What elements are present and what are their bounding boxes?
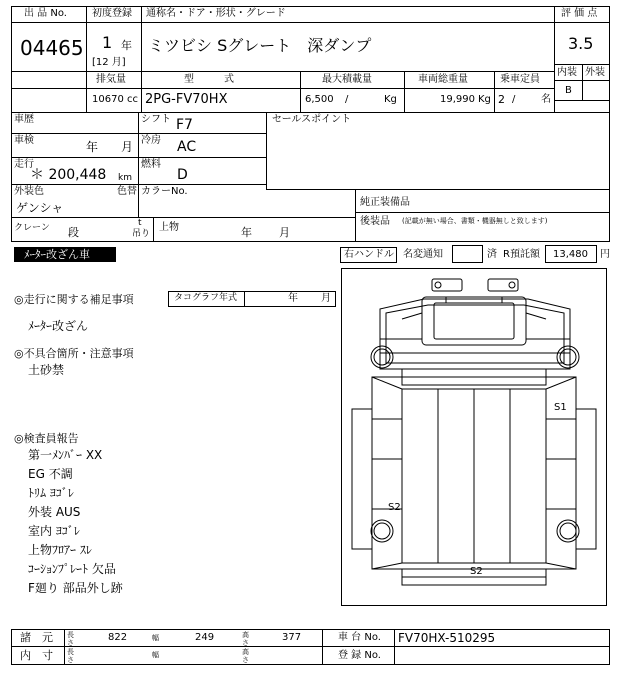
ext-color-value: ゲンシャ: [16, 201, 64, 215]
height-label: 高さ: [242, 631, 249, 647]
inspector-label: ◎検査員報告: [14, 432, 79, 445]
car-name-label: 通称名・ドア・形状・グレード: [146, 8, 286, 19]
inspector-item: ﾄﾘﾑ ﾖｺﾞﾚ: [28, 486, 74, 500]
body-month-unit: 月: [279, 226, 290, 239]
inner-height-label: 高さ: [242, 648, 249, 664]
rating-value: 3.5: [568, 34, 594, 53]
tacho-year-unit: 年: [288, 293, 298, 304]
damage-mark-s2-left: S2: [388, 502, 401, 513]
exterior-label: 外装: [585, 67, 605, 78]
length-label: 長さ: [67, 631, 74, 647]
gross-weight-unit: Kg: [478, 94, 491, 105]
length-value: 822: [108, 632, 128, 643]
inspection-month-unit: 月: [121, 140, 134, 154]
inspection-label: 車検: [14, 135, 34, 146]
color-change-label: 色替: [117, 186, 137, 197]
vehicle-diagram: [341, 268, 607, 606]
year-unit: 年: [121, 39, 132, 52]
displacement-label: 排気量: [96, 74, 126, 85]
inspector-item: F廻り 部品外し跡: [28, 581, 123, 595]
inspector-item: 第一ﾒﾝﾊﾞｰ XX: [28, 448, 103, 462]
first-reg-label: 初度登録: [92, 8, 132, 19]
mileage-label: 走行: [14, 159, 34, 170]
body-label: 上物: [159, 222, 179, 233]
gross-weight-label: 車両総重量: [418, 74, 468, 85]
recycle-amount: 13,480: [553, 249, 588, 260]
inner-length-label: 長さ: [67, 648, 74, 664]
interior-grade: B: [565, 85, 572, 96]
damage-mark-s1: S1: [554, 402, 567, 413]
width-value: 249: [195, 632, 215, 643]
aftermarket-note: (記載が無い場合、書類・機器無しと致します): [402, 217, 548, 225]
truck-outline-diagram: [342, 269, 606, 605]
max-load-label: 最大積載量: [322, 74, 372, 85]
inspection-year-unit: 年: [86, 140, 99, 154]
capacity-unit: 名: [541, 94, 551, 105]
displacement-value: 10670: [92, 94, 124, 105]
inspector-item: 外装 AUS: [28, 505, 81, 519]
dims-label: 諸 元: [20, 631, 53, 644]
gross-weight-value: 19,990: [440, 94, 475, 105]
ac-label: 冷房: [141, 135, 161, 146]
meter-tampered-text: ﾒｰﾀｰ改ざん車: [24, 248, 90, 261]
interior-label: 内装: [557, 67, 577, 78]
crane-ton: t: [138, 218, 142, 228]
inner-dims-label: 内 寸: [20, 649, 53, 662]
max-load-value: 6,500: [305, 94, 334, 105]
registration-label: 登 録 No.: [338, 650, 381, 661]
inner-width-label: 幅: [152, 651, 159, 659]
driving-notes-label: ◎走行に関する補足事項: [14, 293, 134, 306]
recycle-label: R預託額: [503, 249, 540, 260]
lot-number: 04465: [20, 36, 84, 60]
crane-stage: 段: [68, 226, 79, 239]
body-year-unit: 年: [241, 226, 252, 239]
driving-note: ﾒｰﾀｰ改ざん: [28, 319, 89, 333]
first-reg-year: 1: [102, 33, 113, 52]
max-load-unit: Kg: [384, 94, 397, 105]
ext-color-label: 外装色: [14, 186, 44, 197]
color-code-label: カラーNo.: [141, 186, 188, 197]
capacity-label: 乗車定員: [500, 74, 540, 85]
name-change-box: [452, 245, 483, 263]
inspector-item: ｺｰｼｮﾝﾌﾟﾚｰﾄ 欠品: [28, 562, 116, 576]
capacity-value: 2: [498, 93, 505, 106]
capacity-sep: /: [512, 94, 516, 105]
genuine-equipment-label: 純正装備品: [360, 197, 410, 208]
aftermarket-label: 後装品: [360, 216, 390, 227]
rhd-label: 右ハンドル: [344, 249, 394, 260]
car-name: ミツビシ Sグレート 深ダンプ: [148, 36, 372, 55]
crane-label: クレーン: [14, 223, 50, 233]
defect-label: ◎不具合箇所・注意事項: [14, 347, 134, 360]
height-value: 377: [282, 632, 302, 643]
shift-value: F7: [176, 117, 193, 133]
defect-note: 土砂禁: [28, 363, 65, 377]
max-load-sep: /: [345, 94, 349, 105]
inspector-item: 室内 ﾖｺﾞﾚ: [28, 524, 80, 538]
fuel-label: 燃料: [141, 159, 161, 170]
width-label: 幅: [152, 634, 159, 642]
damage-mark-s2-rear: S2: [470, 566, 483, 577]
name-change-label: 名変通知: [403, 249, 443, 260]
chassis-label: 車 台 No.: [338, 632, 381, 643]
inspector-item: EG 不調: [28, 467, 73, 481]
model-label: 型 式: [184, 74, 234, 85]
recycle-unit: 円: [600, 249, 610, 260]
tacho-label: タコグラフ年式: [174, 293, 238, 303]
chassis-value: FV70HX-510295: [398, 631, 496, 645]
ac-value: AC: [177, 139, 197, 155]
mileage-unit: km: [118, 173, 132, 183]
mileage-value: ＊ 200,448: [30, 167, 107, 183]
tacho-month-unit: 月: [321, 293, 331, 304]
history-label: 車歴: [14, 114, 34, 125]
first-reg-month: [12 月]: [92, 57, 126, 68]
crane-hang: 吊り: [132, 229, 151, 239]
inspector-item: 上物ﾌﾛｱｰ ｽﾚ: [28, 543, 92, 557]
fuel-value: D: [177, 167, 188, 183]
sales-point-label: セールスポイント: [272, 114, 352, 125]
model-value: 2PG-FV70HX: [145, 92, 228, 107]
shift-label: シフト: [141, 114, 171, 125]
lot-label: 出 品 No.: [24, 8, 67, 19]
rating-label: 評 価 点: [561, 8, 598, 19]
displacement-unit: cc: [127, 94, 138, 105]
recycle-prefix: 済: [487, 249, 497, 260]
